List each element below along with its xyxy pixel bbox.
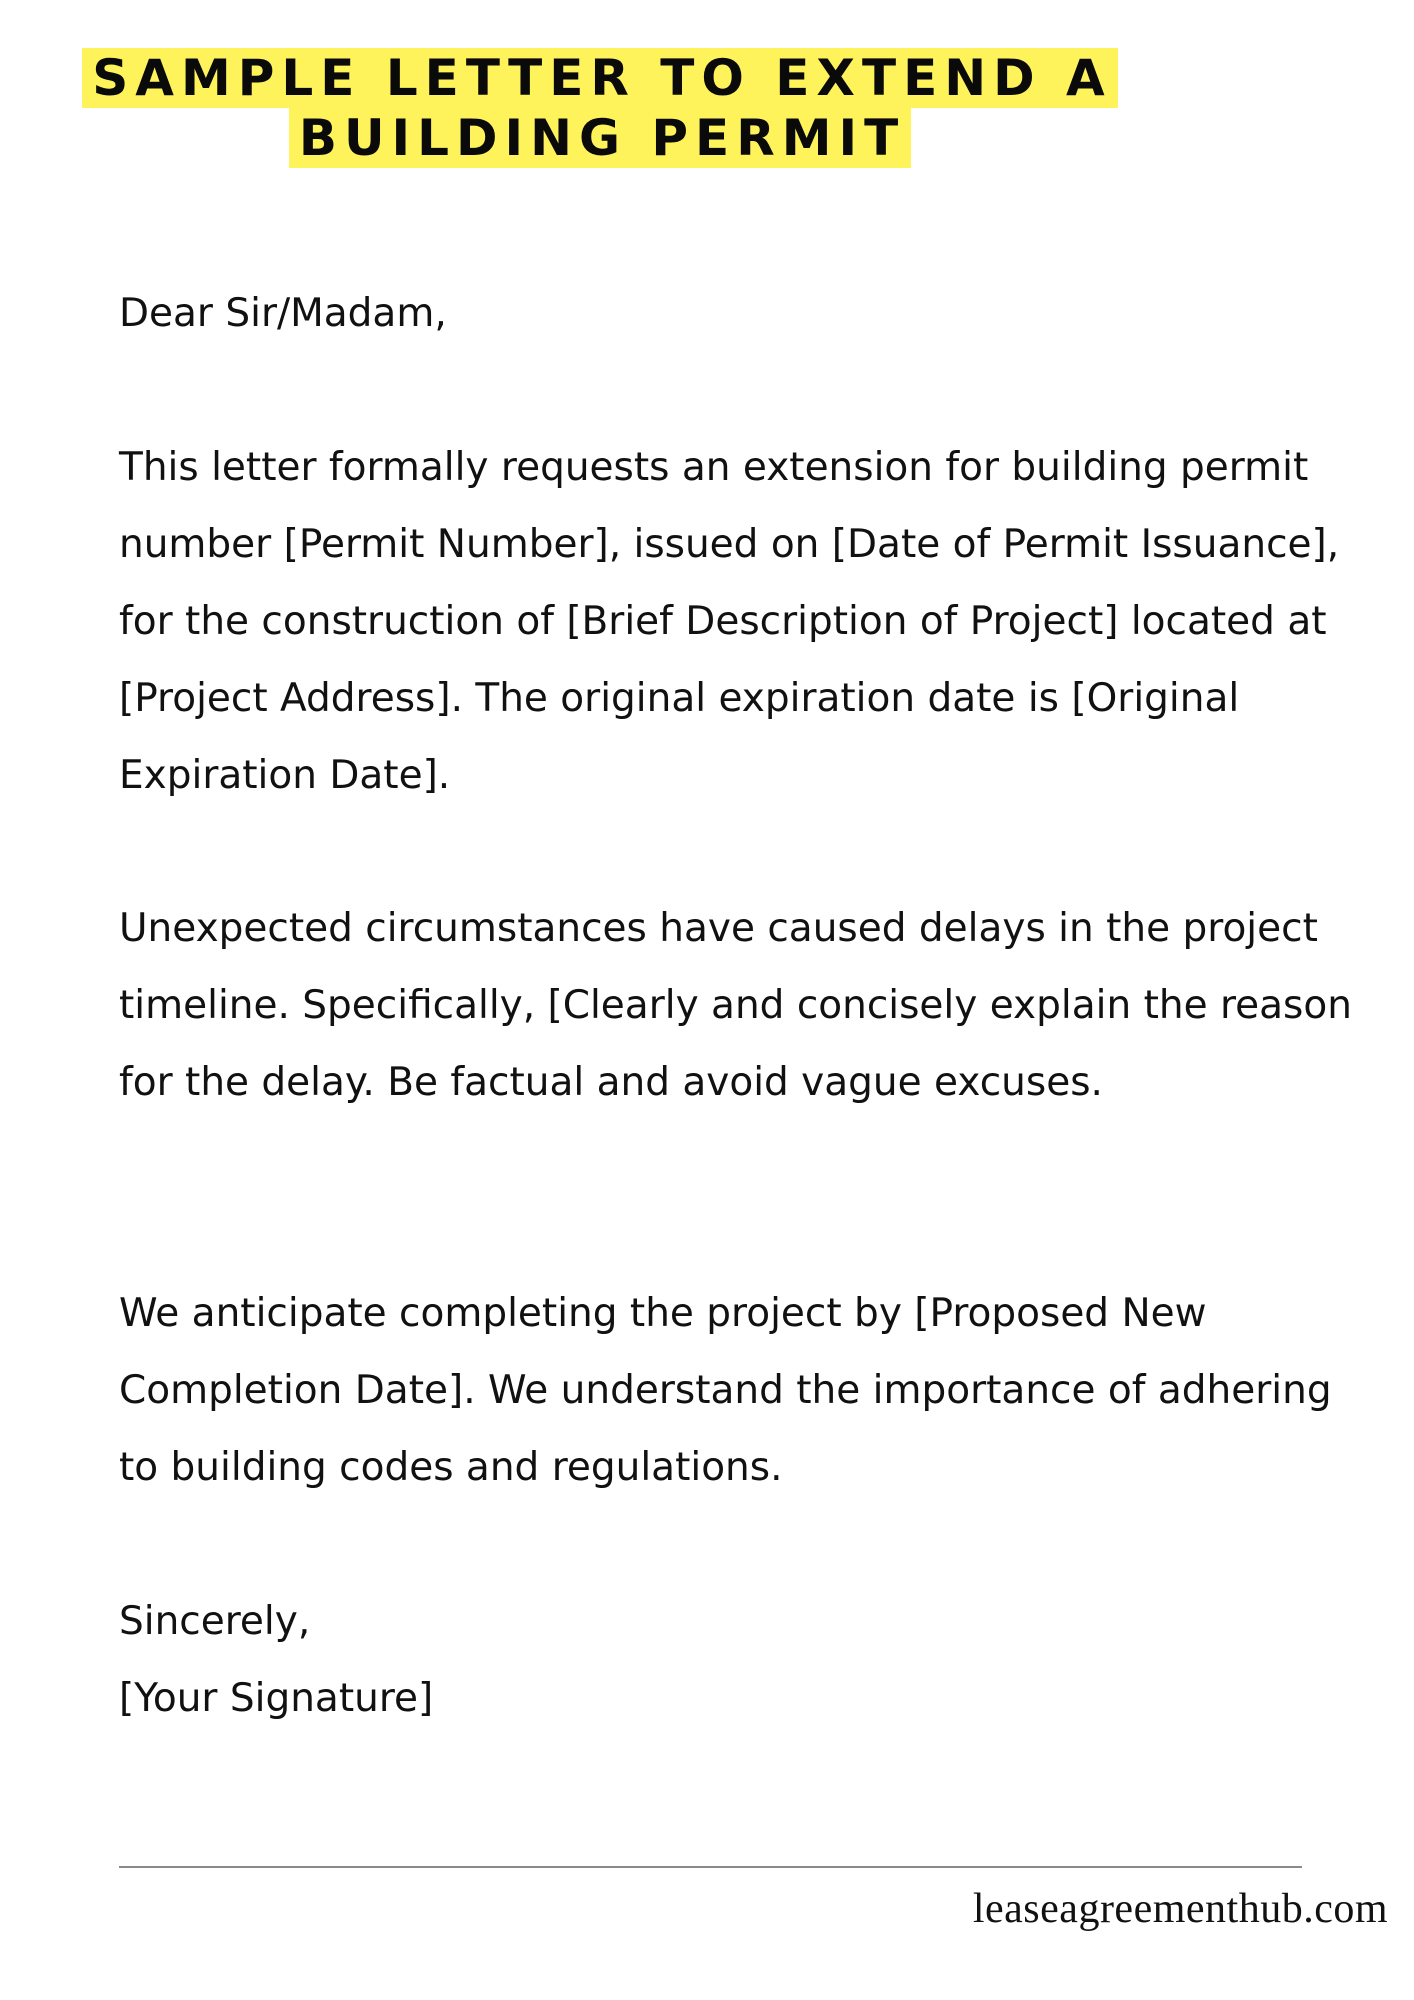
- paragraph-text: Unexpected circumstances have caused delays in the project timeline. Specifically, [Clearly and concisely explain the reason for the delay. Be factual and avoid vague excuses.: [119, 906, 1352, 1105]
- signature-placeholder: [Your Signature]: [119, 1676, 434, 1721]
- footer-divider: [119, 1866, 1302, 1868]
- body-paragraph-delay: [119, 890, 1359, 1121]
- paragraph-text: We anticipate completing the project by [Proposed New Completion Date]. We understand the importance of adhering to building codes and regulations.: [119, 1291, 1332, 1490]
- website-watermark: leaseagreementhub.com: [972, 1886, 1388, 1932]
- salutation: Dear Sir/Madam,: [119, 291, 447, 336]
- letter-title: [0, 48, 1200, 168]
- body-paragraph-completion: [119, 1275, 1359, 1506]
- title-line-2: BUILDING PERMIT: [289, 108, 911, 168]
- body-paragraph-request: [119, 429, 1359, 814]
- closing: Sincerely,: [119, 1599, 311, 1644]
- paragraph-text: This letter formally requests an extension for building permit number [Permit Number], issued on [Date of Permit Issuance], for the construction of [Brief Description of Project] located at [Project Address]. The original expiration date is [Original Expiration Date].: [119, 445, 1340, 798]
- title-line-1: SAMPLE LETTER TO EXTEND A: [82, 48, 1117, 108]
